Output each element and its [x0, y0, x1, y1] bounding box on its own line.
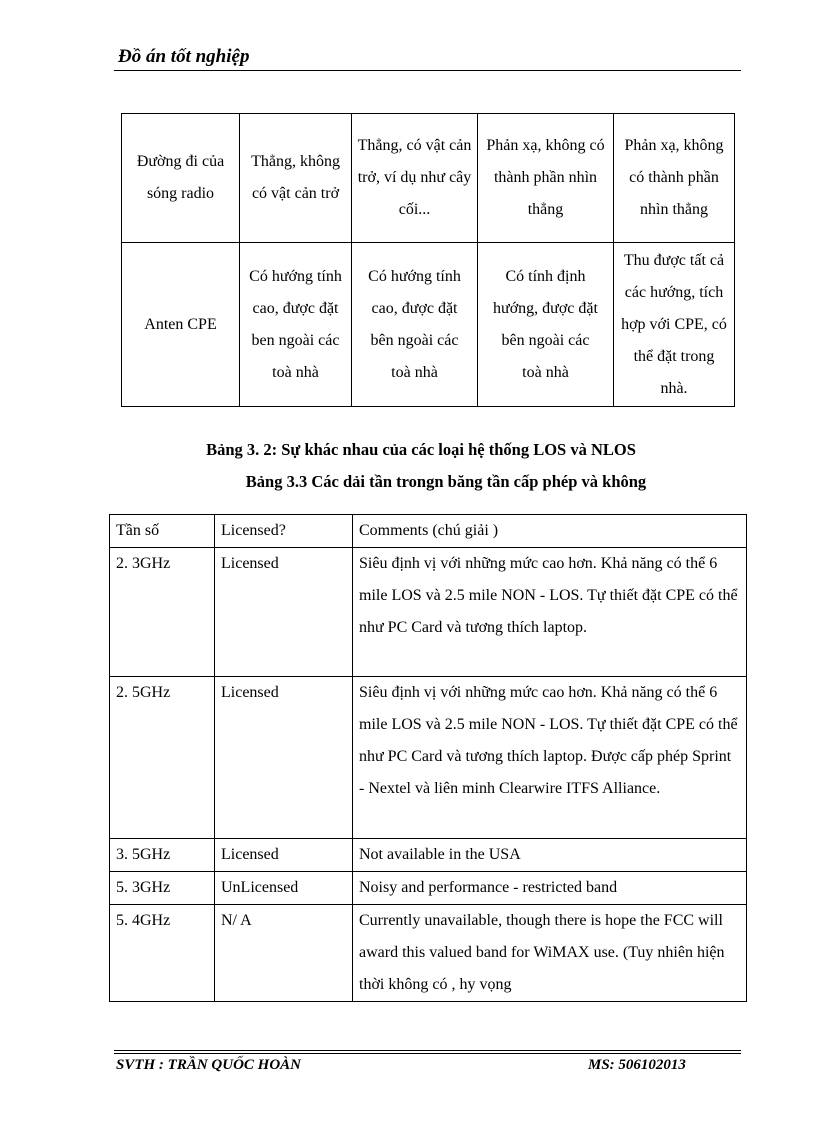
table-cell: Có hướng tính cao, được đặt bên ngoài các toà nhà [352, 243, 478, 407]
footer-student-name: SVTH : TRẦN QUỐC HOÀN [116, 1057, 302, 1073]
table-cell: Licensed [215, 548, 353, 677]
table-cell: Phản xạ, không có thành phần nhìn thẳng [614, 114, 735, 243]
table-cell: Có tính định hướng, được đặt bên ngoài các toà nhà [478, 243, 614, 407]
table-cell: 3. 5GHz [110, 839, 215, 872]
table-cell: Noisy and performance - restricted band [353, 872, 747, 905]
table-cell: Có hướng tính cao, được đặt ben ngoài các toà nhà [240, 243, 352, 407]
table-cell: Thẳng, không có vật cản trở [240, 114, 352, 243]
table-row [110, 872, 747, 905]
column-header: Comments (chú giải ) [353, 515, 747, 548]
table-cell: Thẳng, có vật cản trở, ví dụ như cây cối... [352, 114, 478, 243]
table-row [110, 548, 747, 677]
table-cell: Licensed [215, 677, 353, 839]
column-header: Tần số [110, 515, 215, 548]
table-row [122, 243, 735, 407]
caption-table-3-2: Bảng 3. 2: Sự khác nhau của các loại hệ thống LOS và NLOS [206, 440, 636, 459]
table-cell: Licensed [215, 839, 353, 872]
table-row [110, 905, 747, 1002]
footer-rule [114, 1050, 741, 1051]
table-cell: Siêu định vị với những mức cao hơn. Khả năng có thể 6 mile LOS và 2.5 mile NON - LOS. Tự thiết đặt CPE có thể như PC Card và tương thích laptop. [353, 548, 747, 677]
table-cell: Siêu định vị với những mức cao hơn. Khả năng có thể 6 mile LOS và 2.5 mile NON - LOS. Tự thiết đặt CPE có thể như PC Card và tương thích laptop. Được cấp phép Sprint - Nextel và liên minh Clearwire ITFS Alliance. [353, 677, 747, 839]
table-cell: Anten CPE [122, 243, 240, 407]
table-cell: Đường đi của sóng radio [122, 114, 240, 243]
column-header: Licensed? [215, 515, 353, 548]
table-cell: 2. 3GHz [110, 548, 215, 677]
table-cell: N/ A [215, 905, 353, 1002]
frequency-band-table [109, 514, 747, 1002]
table-row [110, 677, 747, 839]
table-cell: Not available in the USA [353, 839, 747, 872]
table-cell: 5. 4GHz [110, 905, 215, 1002]
footer-rule [114, 1053, 741, 1054]
caption-table-3-3: Bảng 3.3 Các dải tần trongn băng tần cấp phép và không [245, 472, 647, 491]
table-row [110, 839, 747, 872]
page-header-title: Đồ án tốt nghiệp [118, 46, 250, 67]
header-rule [114, 70, 741, 71]
footer-student-id: MS: 506102013 [588, 1057, 686, 1073]
los-comparison-table [121, 113, 735, 407]
table-row [122, 114, 735, 243]
table-cell: UnLicensed [215, 872, 353, 905]
table-cell: Currently unavailable, though there is hope the FCC will award this valued band for WiMAX use. (Tuy nhiên hiện thời không có , hy vọng [353, 905, 747, 1002]
table-cell: Phản xạ, không có thành phần nhìn thẳng [478, 114, 614, 243]
table-header-row [110, 515, 747, 548]
table-cell: Thu được tất cả các hướng, tích hợp với CPE, có thể đặt trong nhà. [614, 243, 735, 407]
table-cell: 5. 3GHz [110, 872, 215, 905]
table-cell: 2. 5GHz [110, 677, 215, 839]
